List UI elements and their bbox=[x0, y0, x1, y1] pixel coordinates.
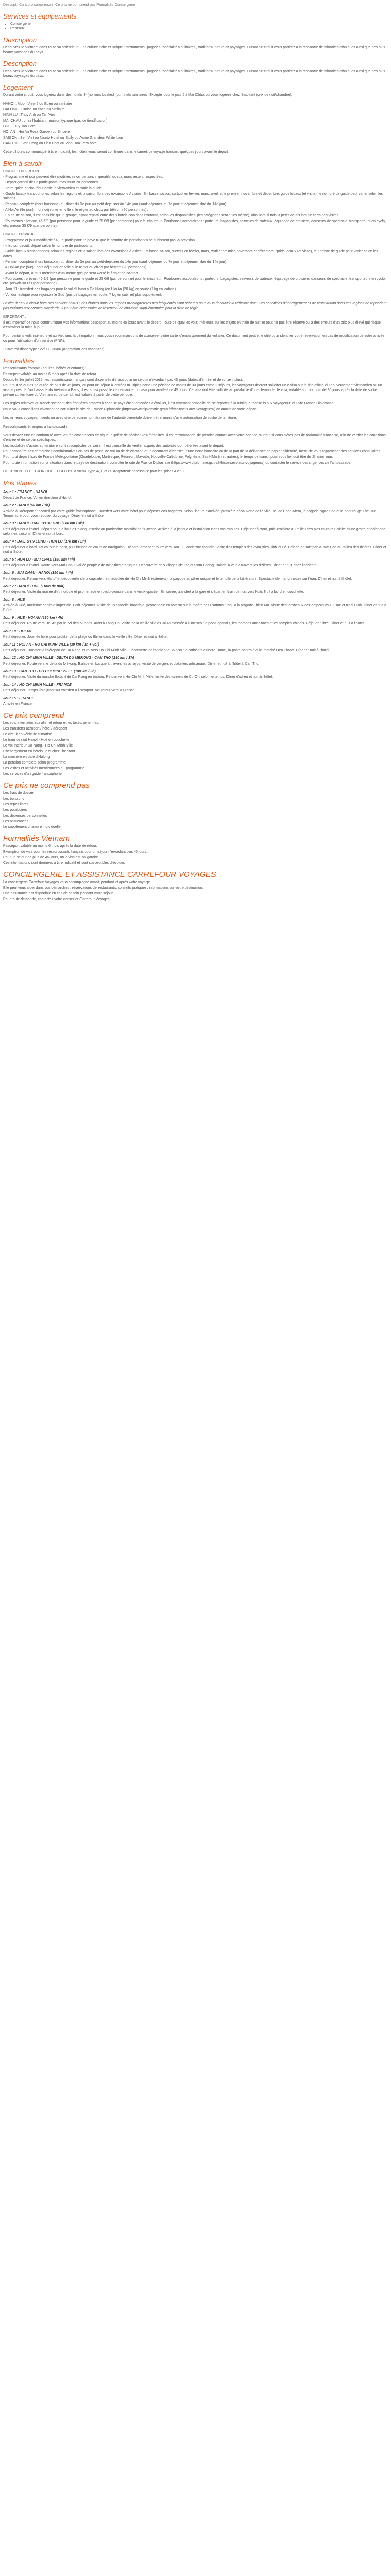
formalites-line: Pour tout départ hors de France Métropolitaine (Guadeloupe, Martinique, Réunion, Mayotte, Nouvelle-Calédonie, Polynésie, Saint-Martin et autres), le temps de transit pour vous lier doit être de 2h minimum. bbox=[3, 455, 333, 459]
formalites-title: Formalités bbox=[3, 357, 35, 365]
privatif-line: - Pension complète (hors boissons) du dîner du 1e jour au petit-déjeuner du 14e jour (sauf déjeuner du 7e jour et déjeuner libre du 14e jour). bbox=[3, 260, 228, 264]
conciergerie-line: Une assistance est disponible en cas de besoin pendant votre séjour. bbox=[3, 892, 114, 895]
bien-savoir-para: Il est impératif de nous communiquer vos informations passeport au moins 45 jours avant le départ. Toute de quai les vols intérieurs sur les trajets en train de nuit et peut ne pas être réservé ou à des erreurs d'un prix plus élevé qui risque d'entraîner la mise à jour. bbox=[3, 321, 381, 329]
day-title: Jour 2 : HANOÏ (60 km / 1h) bbox=[3, 504, 50, 507]
description-title: Description bbox=[3, 36, 37, 44]
formalites-line: Depuis le 1er juillet 2015, les ressortissants français sont dispensés de visa pour un séjour n'excédant pas 45 jours (dates d'entrée et de sortie inclus). bbox=[3, 378, 243, 382]
day-title: Jour 12 : HO CHI MINH VILLE - DELTA DU MEKONG - CAN THO (180 km / 3h) bbox=[3, 656, 134, 660]
logement-line: HALONG : Cruise ou each ou similaire bbox=[3, 108, 65, 111]
day-text: Petit déjeuner. Transfert à l'aéroport de Da Nang et vol vers Ho Chi Minh Ville. Découverte de l'ancienne Saigon : la cathédrale Notre-Dame, la poste centrale et le marché Ben Thanh. Dîner et nuit à l'hôtel. bbox=[3, 649, 330, 652]
formalites-line: Vous devrez être en conformité avec les réglementations en vigueur, prière de réaliser vos formalités. Il est recommandé de prendre contact avec votre agence, surtout si vous n'êtes pas de nationalité française, afin de vérifier les conditions d'entrée et de séjour spécifiques. bbox=[3, 434, 386, 442]
formalites-line: Pour tout séjour d'une durée de plus de 45 jours, ou pour un séjour à entrées multiples dans une période de moins de 30 jours entre 2 séjours, les voyageurs devront solliciter un e-visa sur le site officiel du gouvernement vietnamien ou un visa auprès de l'ambassade du Vietnam à Paris, il est aussi possible de demander un visa pour au-delà de 45 jours. Ce visa doit être sollicité au préalable d'une demande de visa, valable au minimum de 30 jours après la date de sortie prévue du territoire du Vietnam et, de ce fait, est valable à partir de cette période. bbox=[3, 384, 382, 397]
day-text: Petit déjeuner. Visite du musée d'ethnologie et promenade en cyclo-pousse dans le vieux quartier. En soirée, transfert à la gare et départ en train de nuit vers Hué. Nuit à bord en couchette. bbox=[3, 590, 304, 594]
important-title: IMPORTANT : bbox=[3, 315, 26, 319]
day-text: Petit déjeuner. Journée libre pour profiter de la plage ou flâner dans la vieille ville. Dîner et nuit à l'hôtel. bbox=[3, 635, 169, 639]
day-title: Jour 7 : HANOÏ - HUE (Train de nuit) bbox=[3, 585, 65, 588]
logement-line: HUE : Duy Tan Hotel bbox=[3, 125, 37, 128]
prix-comprend-item: Le circuit en véhicule climatisé bbox=[3, 733, 52, 736]
formalites-line: Pour toute information sur la situation dans le pays de destination, consulter le site de France Diplomatie (https://www.diplomatie.gouv.fr/fr/conseils-aux-voyageurs/) ou contacter le service des urgences de l'ambassade. bbox=[3, 461, 352, 465]
day-title: Jour 4 : BAIE D'HALONG - HOA LU (170 km / 3h) bbox=[3, 540, 86, 544]
circuit-privatif-title: CIRCUIT PRIVATIF bbox=[3, 233, 35, 236]
description-text: Découvrez le Vietnam dans toute sa splendeur. Une culture riche et unique : monuments, pagodes, spécialités culinaires, traditions, nature et paysages. Durant ce circuit vous partirez à la rencontre de minorités ethniques ainsi que des plus beaux paysages du pays. bbox=[3, 46, 385, 54]
conciergerie-title: CONCIERGERIE ET ASSISTANCE CARREFOUR VOYAGES bbox=[3, 870, 216, 879]
day-text: Arrivée à l'aéroport et accueil par votre guide francophone. Transfert vers votre hôtel pour déposer vos bagages. Selon l'heure d'arrivée, première découverte de la ville : le lac Hoan Kiem, la pagode Ngoc Son et le pont rouge The Huc. Temps libre pour vous reposer du voyage. Dîner et nuit à l'hôtel. bbox=[3, 510, 378, 518]
prix-ne-comprend-title: Ce prix ne comprend pas bbox=[3, 781, 90, 790]
prix-comprend-item: La croisière en baie d'Halong bbox=[3, 755, 50, 759]
formalites-vietnam-line: Ces informations sont données à titre indicatif et sont susceptibles d'évoluer. bbox=[3, 861, 125, 865]
formalites-line: Ressortissants étrangers à l'ambassade. bbox=[3, 425, 69, 429]
logement-line: SAIGON : Sen Viet ou Nicety Hotel ou Sicily ou Acme Grandeur White Lion bbox=[3, 136, 123, 140]
circuit-line: - En haute saison, il est possible qu'un groupe, ayant réparti entre deux hôtels non dans l'autocar, selon les disponibilités (les catégories seront les même), ainsi lors si trois 3 petits délais lors de certaines visites. bbox=[3, 214, 340, 217]
day-text: Arrivée en France. bbox=[3, 702, 33, 706]
breadcrumb: Descriptif Cu à pro comprendre: Ce prix ne comprend pas Formalités Conciergerie bbox=[3, 3, 135, 7]
privatif-line: - Avant le départ, à tous membres d'un même groupe sera versé le fichier de contact. bbox=[3, 272, 139, 275]
day-text: Arrivée à Hué, ancienne capitale impériale. Petit déjeuner. Visite de la citadelle impériale, promenade en bateau sur la rivière des Parfums jusqu'à la pagode Thien Mu. Visite des tombeaux des empereurs Tu Duc et Khai Dinh. Dîner et nuit à l'hôtel. bbox=[3, 604, 386, 612]
description2-title: Description bbox=[3, 60, 37, 67]
logement-intro: Durant votre circuit, vous logerez dans des hôtels 3* (normes locales) (ou hôtels similaires. Excepté pour le jour 5 à Mai Châu, où vous logerez chez l'habitant (prix de nuit/chambre). bbox=[3, 93, 292, 97]
day-text: Départ de France. Vol en direction d'Hanoï. bbox=[3, 496, 73, 500]
description2-text: Découvrez le Vietnam dans toute sa splendeur. Une culture riche et unique : monuments, pagodes, spécialités culinaires, traditions, nature et paysages. Durant ce circuit vous partirez à la rencontre de minorités ethniques ainsi que des plus beaux paysages du pays. bbox=[3, 70, 385, 78]
logement-title: Logement bbox=[3, 83, 33, 91]
formalites-vietnam-line: Pour un séjour de plus de 45 jours, un e-visa est obligatoire. bbox=[3, 856, 100, 859]
day-title: Jour 15 : FRANCE bbox=[3, 697, 35, 700]
formalites-line: Passeport valable au moins 6 mois après la date de retour. bbox=[3, 372, 97, 376]
circuit-line: - Pourboires : prévoir, 45 €/9 (par personne pour le guide et 25 €/9 (par personne) pour le chauffeur. Pourboires accostations : porteurs, bagagistes, serveurs de bateaux, équipage de croisière, danseurs de spectacle, transporteurs en cyclo, etc. prévoir 30 €/9 (par personne). bbox=[3, 219, 386, 228]
prix-ne-comprend-item: Les dépenses personnelles bbox=[3, 814, 47, 818]
page bbox=[0, 0, 391, 902]
logement-note: Cette d'hôtels communiqué à titre indicatif, les hôtels vous seront confirmés dans le carnet de voyage transmit quelques jours avant le départ. bbox=[3, 150, 230, 154]
prix-comprend-item: Les vols internationaux aller et retour et les taxes aériennes bbox=[3, 721, 99, 725]
prix-comprend-item: Les visites et activités mentionnées au programme bbox=[3, 767, 85, 770]
day-title: Jour 10 : HOI AN bbox=[3, 630, 32, 633]
privatif-line: - Programme et jour modifiable / 4. Le participant ne paye ni que le nombre de participants ne subissent pas la prévision. bbox=[3, 239, 196, 242]
privatif-line: - Jour 11 : transfert des bagages pour le vol d'Hanoi à Da Nang (en Hoi An (20 kg) en soute (7 kg en cabine). bbox=[3, 287, 177, 291]
privatif-line: - Guide locaux francophones selon les régions et la saison lors des excursions / visites. En basse saison, surtout en février, mars, avril et premier, novembre et décembre, guide locaux (et visite), le nombre de guide peut varier selon les dates. bbox=[3, 250, 378, 258]
day-text: Petit déjeuner. Retour vers Hanoï et découverte de la capitale : le mausolée de Ho Chi Minh (extérieur), la pagode au pilier unique et le temple de la Littérature. Spectacle de marionnettes sur l'eau. Dîner et nuit à l'hôtel. bbox=[3, 577, 352, 581]
logement-line: MAI CHAU : chez l'habitant, maison typique (pas de tiendfication) bbox=[3, 119, 108, 123]
day-text: Petit déjeuner à l'hôtel. Route vers Mai Chau, vallée peuplée de minorités ethniques. Découverte des villages de Lac et Pom Coong. Balade à vélo à travers les rizières. Dîner et nuit chez l'habitant. bbox=[3, 564, 318, 567]
day-title: Jour 8 : HUE bbox=[3, 598, 25, 602]
day-title: Jour 11 : HOI AN - HO CHI MINH VILLE (30 km / 1h + vol) bbox=[3, 643, 99, 647]
formalites-vietnam-line: Passeport valable au moins 6 mois après la date de retour. bbox=[3, 844, 97, 848]
logement-line: HANOI : Moon View 2 ou Eden ou similaire bbox=[3, 102, 72, 106]
logement-line: CAN THO : Van Cong ou Lien Phat ou Vinh Hoa Pera hotel bbox=[3, 142, 98, 145]
prix-ne-comprend-item: Les pourboires bbox=[3, 808, 27, 812]
itinerary bbox=[3, 490, 388, 706]
prix-ne-comprend-item: Les assurances bbox=[3, 820, 29, 823]
prix-comprend-item: Les services d'un guide francophone bbox=[3, 772, 62, 776]
formalites-line: Les règles relatives au franchissement des frontières propres à chaque pays étant amenées à évoluer, il est vivement conseillé de se reporter à la rubrique "conseils aux voyageurs" du site France Diplomatie. bbox=[3, 402, 335, 405]
formalites-line: Les mineurs voyageant seuls ou avec une personne non titulaire de l'autorité parentale doivent être munis d'une autorisation de sortie de territoire. bbox=[3, 416, 237, 420]
services-title: Services et équipements bbox=[3, 12, 77, 20]
prix-ne-comprend-item: Les repas libres bbox=[3, 803, 29, 806]
circuit-line: - Guide locaux francophones selon les régions et la saison lors des excursions / visites. En basse saison, surtout en février, mars, avril, et le premier, novembre et décembre, guide locaux (et visite), le nombre de guide peut varier selon les saisons. bbox=[3, 192, 383, 200]
bien-savoir-para: Pour certains vols intérieurs et au Vietnam, la dérogation, nous vous recommandons de conserver votre carte d'embarquement du vol aller. Ce document peut être utile pour identifier votre réservation en cas de modification de votre arrivée ou pour l'utilisation d'un service (PNR). bbox=[3, 334, 385, 343]
services-item: • Réseaux bbox=[10, 26, 388, 31]
prix-comprend-item: Le train de nuit Hanoï - Hué en couchette bbox=[3, 738, 70, 742]
prix-ne-comprend-item: Le supplément chambre individuelle bbox=[3, 825, 61, 829]
privatif-line: - Vol domestique pour rejoindre le Sud (pas de bagages en soute, 7 kg en cabine) plus supplément. bbox=[3, 293, 162, 297]
day-text: Petit déjeuner. Route vers le delta du Mékong. Balade en barque à travers les arroyos, visite de vergers et d'ateliers artisanaux. Dîner et nuit à l'hôtel à Can Tho. bbox=[3, 662, 260, 666]
privatif-line: - Pourboires : prévoir, 45 €/9 (par personne pour le guide et 25 €/9 (par personne) pour le chauffeur. Pourboires accostations : porteurs, bagagistes, serveurs de bateaux, équipage de croisière, danseurs de spectacle, transporteurs en cyclo, etc. prévoir 30 €/9 (par personne). bbox=[3, 277, 386, 285]
logement-line: HOI AN : Hoi An Rose Garden ou Sincere bbox=[3, 130, 70, 134]
day-text: Petit déjeuner à bord. Tai chi sur le pont, puis brunch en cours de navigation. Débarquement et route vers Hoa Lu, ancienne capitale. Visite des temples des dynasties Dinh et Lê. Balade en sampan à Tam Coc au milieu des rizières. Dîner et nuit à l'hôtel. bbox=[3, 546, 386, 554]
day-text: Petit déjeuner. Visite du marché flottant de Cai Rang en bateau. Retour vers Ho Chi Minh Ville, visite des tunnels de Cu Chi selon le temps. Dîner d'adieu et nuit à l'hôtel. bbox=[3, 675, 273, 679]
bien-savoir-title: Bien à savoir bbox=[3, 160, 42, 167]
prix-comprend-item: La pension complète selon programme bbox=[3, 761, 66, 765]
circuit-line: - Votre guide et chauffeur parle le vietnamien et parle la guide. bbox=[3, 187, 103, 190]
voyage-title: Vos étapes bbox=[3, 479, 37, 487]
formalites-line: Nous vous conseillons vivement de consulter le site de France Diplomatie (https://www.diplomatie.gouv.fr/fr/conseils-aux-voyageurs/) en amont de votre départ. bbox=[3, 408, 258, 411]
day-title: Jour 9 : HUE - HOI AN (130 km / 4h) bbox=[3, 616, 63, 620]
circuit-title: CIRCUIT EN GROUPE bbox=[3, 170, 41, 173]
formalites-vietnam-title: Formalités Vietnam bbox=[3, 834, 70, 843]
formalites-line: DOCUMENT ÉLECTRONIQUE : 1 GO (150 à 90%). Type A, C et D. Adaptateur nécessaire pour les prises A et C. bbox=[3, 470, 185, 473]
prix-comprend-item: Le vol intérieur Da Nang - Ho Chi Minh Ville bbox=[3, 744, 73, 748]
prix-comprend-title: Ce prix comprend bbox=[3, 711, 64, 720]
bien-savoir-para: - Covered dinnertype : 22/03 - 30/06 (adaptation des vacances) bbox=[3, 348, 105, 351]
bien-savoir-para: Le circuit est un circuit hors des sentiers battus : des étapes dans les régions montagneuses peu fréquentés sont prévues pour vous découvrir la véritable âme. Les conditions d'hébergement et de restauration dans ces régions ne répondent pas toujours aux normes standards. Il peut être nécessaire de réserver une chambre supplémentaire pour la date de règle. bbox=[3, 302, 387, 310]
day-title: Jour 1 : FRANCE - HANOÏ bbox=[3, 490, 47, 494]
day-title: Jour 13 : CAN THO - HO CHI MINH VILLE (180 km / 3h) bbox=[3, 670, 96, 673]
day-title: Jour 6 : MAI CHAU - HANOÏ (150 km / 4h) bbox=[3, 571, 73, 575]
privatif-line: - Intro sur circuit, départ selon le nombre de participants. bbox=[3, 244, 94, 248]
day-title: Jour 3 : HANOÏ - BAIE D'HALONG (180 km / 3h) bbox=[3, 522, 84, 526]
formalites-line: Pour connaître ses démarches administratives en cas de perte, de vol ou de déclaration d'un document d'identité, d'une carte bancaire ou de la part de la délivrance de papier d'identité, merci de vous rapprocher des services consulaires. bbox=[3, 450, 381, 453]
prix-comprend-item: L'hébergement en hôtels 3* et chez l'habitant bbox=[3, 750, 75, 753]
day-text: Petit déjeuner à l'hôtel. Départ pour la baie d'Halong, inscrite au patrimoine mondial de l'Unesco. Arrivée à la jonque et installation dans vos cabines. Déjeuner à bord, puis croisière au milieu des pics calcaires, visite d'une grotte et baignade selon les saisons. Dîner et nuit à bord. bbox=[3, 528, 386, 536]
circuit-line: - Programme et jour peuvent être modifiés selon certains impératifs locaux, mais restent respectées. bbox=[3, 175, 164, 179]
formalites-line: Les modalités d'accès au territoire sont susceptibles de varier. Il est conseillé de vérifier auprès des autorités compétentes avant le départ. bbox=[3, 444, 224, 448]
privatif-line: - A Hoi An (9e jour) : hors déjeuner en ville si le régler au choix par bêtrom (20 personnes). bbox=[3, 266, 148, 269]
services-item: • Conciergerie bbox=[10, 22, 388, 26]
logement-line: NINH LU : Thuy Anh ou Tan Viet bbox=[3, 113, 55, 117]
day-title: Jour 14 : HO CHI MINH VILLE - FRANCE bbox=[3, 683, 72, 687]
conciergerie-line: Elle peut vous aider dans vos démarches : réservations de restaurants, conseils pratiques, informations sur votre destination. bbox=[3, 886, 203, 890]
services-list bbox=[3, 22, 388, 31]
conciergerie-line: Pour toute demande, contactez votre conseiller Carrefour Voyages. bbox=[3, 897, 111, 901]
circuit-line: - Départ garanti dès 2 participants, maximum 20 personnes. bbox=[3, 181, 99, 184]
circuit-line: - Pension complète (hors boissons) du dîner du 1e jour au petit-déjeuner du 14e jour (sauf déjeuner du 7e jour et déjeuner libre du 14e jour). bbox=[3, 202, 228, 206]
prix-comprend-item: Les transferts aéroport / hôtel / aéroport bbox=[3, 727, 67, 731]
formalites-vietnam-line: Exemption de visa pour les ressortissants français pour un séjour n'excédant pas 45 jours. bbox=[3, 850, 148, 854]
conciergerie-line: La conciergerie Carrefour Voyages vous accompagne avant, pendant et après votre voyage. bbox=[3, 880, 151, 884]
prix-ne-comprend-item: Les frais de dossier bbox=[3, 791, 35, 795]
formalites-line: Ressortissants français (adultes, bébés et enfants) : bbox=[3, 367, 87, 370]
circuit-line: - A Hoi An (9e jour) : hors déjeuner en ville si le régler au choix par bêtrom (20 personnes). bbox=[3, 208, 148, 212]
day-text: Petit déjeuner. Route vers Hoi An par le col des Nuages. Arrêt à Lang Co. Visite de la vieille ville d'Hoi An classée à l'Unesco : le pont japonais, les maisons anciennes et les temples chinois. Déjeuner libre. Dîner et nuit à l'hôtel. bbox=[3, 622, 365, 625]
day-text: Petit déjeuner. Temps libre jusqu'au transfert à l'aéroport. Vol retour vers la France. bbox=[3, 689, 136, 692]
day-title: Jour 5 : HOA LU - MAI CHAU (150 km / 4h) bbox=[3, 558, 75, 562]
prix-ne-comprend-item: Les boissons bbox=[3, 797, 24, 801]
